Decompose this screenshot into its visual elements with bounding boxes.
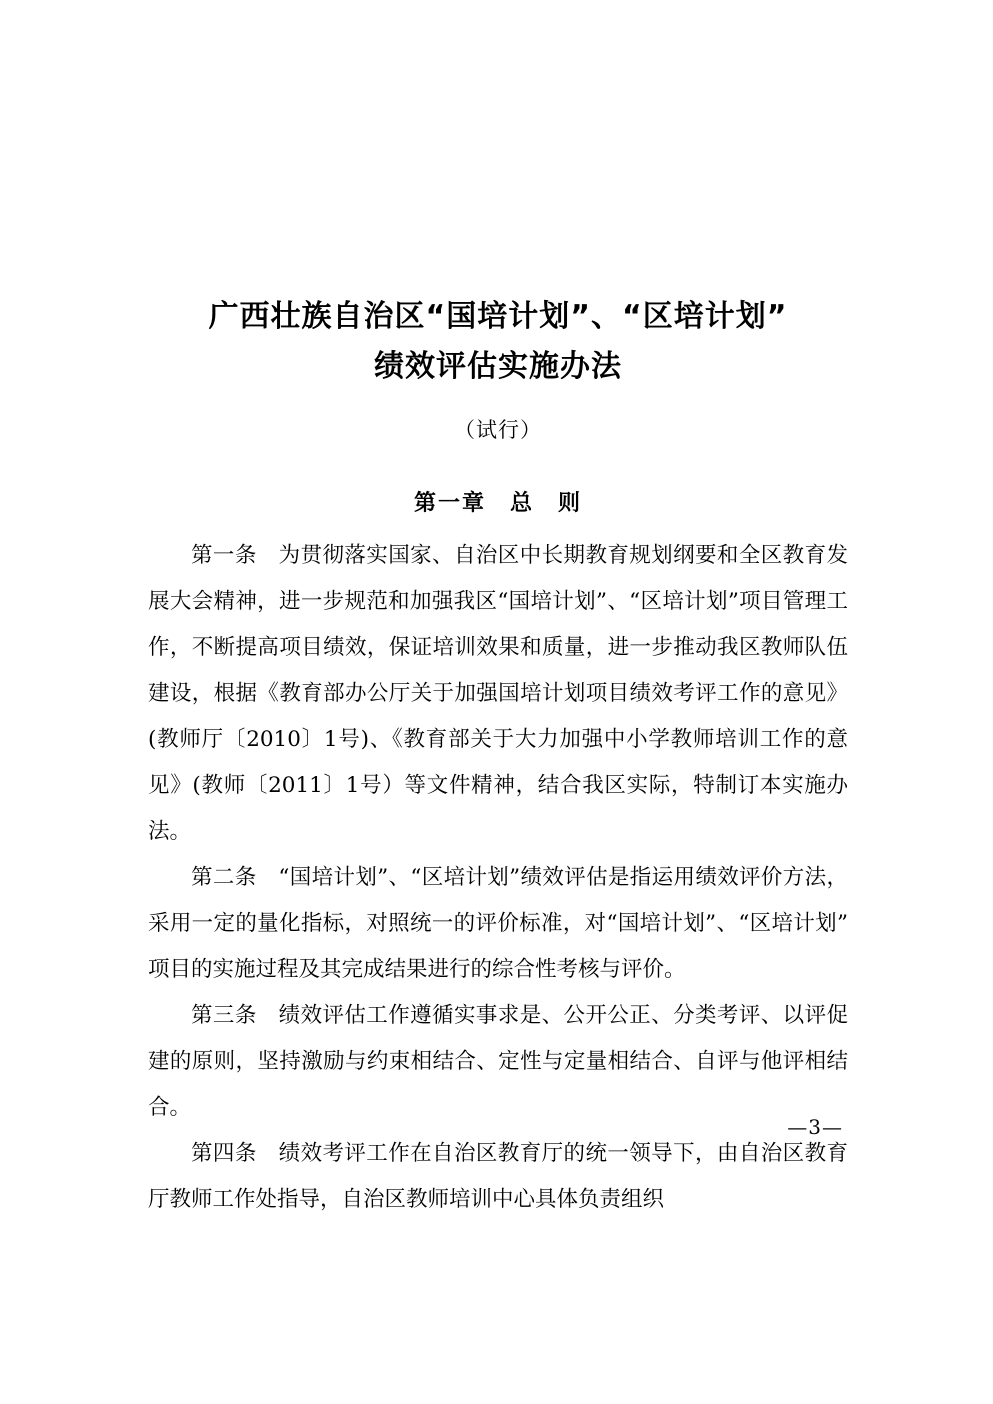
paragraph-article-2: 第二条 “国培计划”、“区培计划”绩效评估是指运用绩效评价方法，采用一定的量化指标，对照统一的评价标准，对“国培计划”、“区培计划”项目的实施过程及其完成结果进行的综合性考核与评价。 <box>148 865 848 982</box>
paragraph-article-4: 第四条 绩效考评工作在自治区教育厅的统一领导下，由自治区教育厅教师工作处指导，自治区教师培训中心具体负责组织 <box>148 1141 848 1212</box>
document-title-line-2: 绩效评估实施办法 <box>374 349 622 384</box>
document-subtitle: （试行） <box>454 418 542 442</box>
chapter-heading: 第一章 总 则 <box>413 491 582 516</box>
paragraph-article-1: 第一条 为贯彻落实国家、自治区中长期教育规划纲要和全区教育发展大会精神，进一步规范和加强我区“国培计划”、“区培计划”项目管理工作，不断提高项目绩效，保证培训效果和质量，进一步推动我区教师队伍建设，根据《教育部办公厅关于加强国培计划项目绩效考评工作的意见》(教师厅〔2010〕1号)、《教育部关于大力加强中小学教师培训工作的意见》(教师〔2011〕1号）等文件精神，结合我区实际，特制订本实施办法。 <box>148 543 848 844</box>
document-title-line-1: 广西壮族自治区“国培计划”、“区培计划” <box>208 299 788 334</box>
page-number: —3— <box>787 1115 843 1139</box>
paragraph-article-3: 第三条 绩效评估工作遵循实事求是、公开公正、分类考评、以评促建的原则，坚持激励与约束相结合、定性与定量相结合、自评与他评相结合。 <box>148 1003 848 1120</box>
document-title-block <box>148 292 848 444</box>
page-content <box>148 0 848 1223</box>
